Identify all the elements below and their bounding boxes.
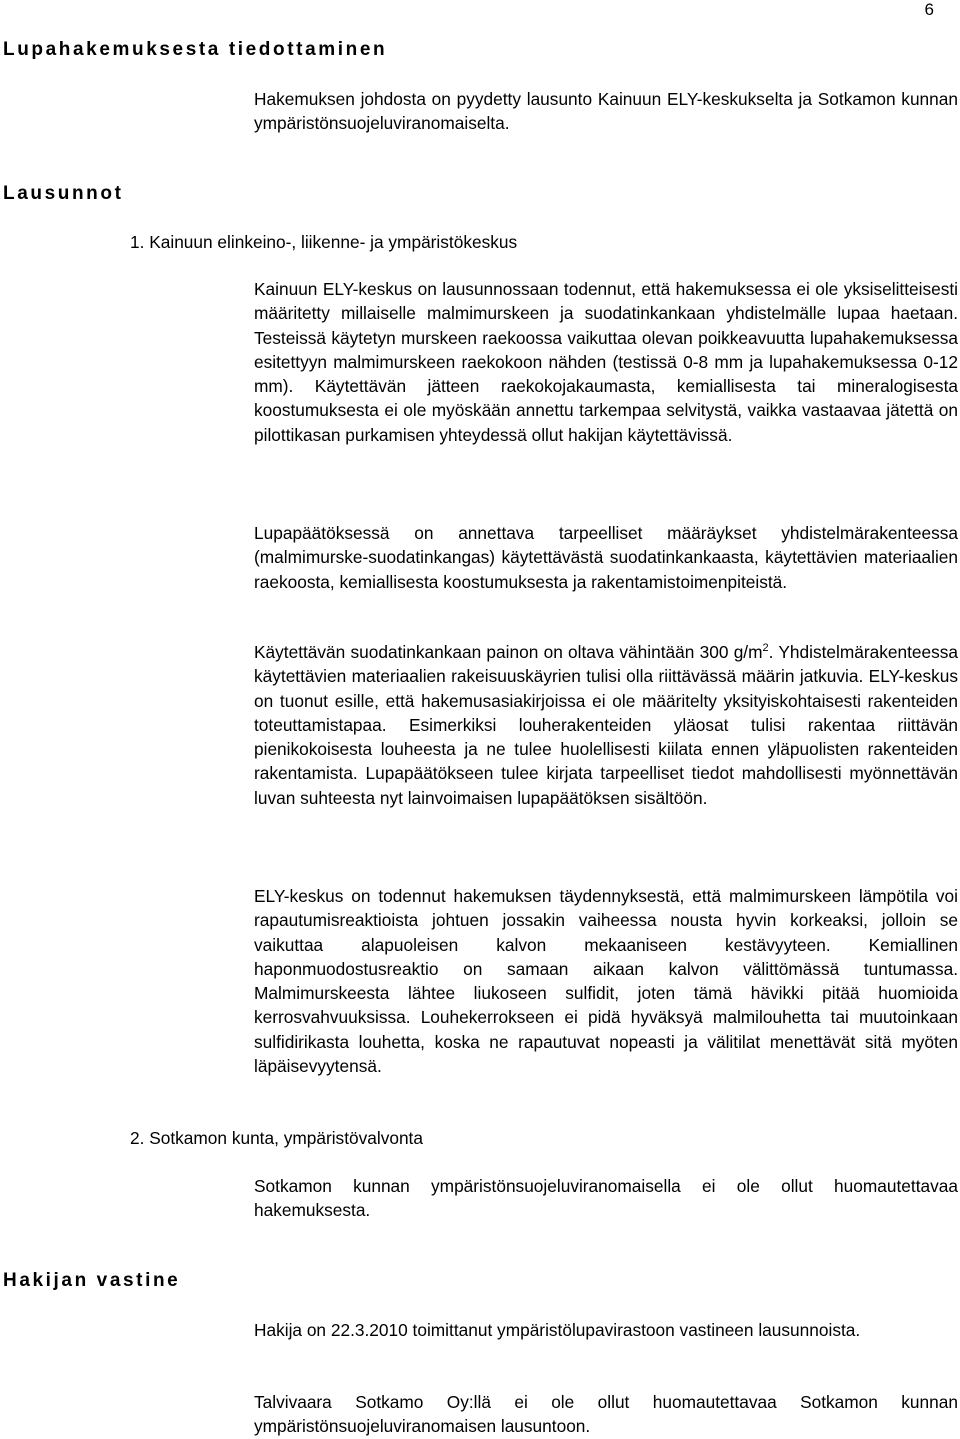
- unit-superscript: 2: [762, 642, 769, 655]
- notification-text-block: [254, 87, 958, 136]
- reply-paragraph-1: Hakija on 22.3.2010 toimittanut ympäristölupavirastoon vastineen lausunnoista.: [254, 1320, 861, 1340]
- statement-1-paragraph-2: Lupapäätöksessä on annettava tarpeelliset määräykset yhdistelmärakenteessa (malmimurske-suodatinkangas) käytettävästä suodatinkankaasta, käytettävien materiaalien raekoosta, kemiallisesta koostumuksesta ja rakentamistoimenpiteistä.: [254, 523, 958, 592]
- reply-paragraph-2: Talvivaara Sotkamo Oy:llä ei ole ollut huomautettavaa Sotkamon kunnan ympäristönsuojeluviranomaisen lausuntoon.: [254, 1392, 958, 1437]
- page-number: 6: [924, 0, 934, 19]
- statement-1-paragraph-4: ELY-keskus on todennut hakemuksen täydennyksestä, että malmimurskeen lämpötila voi rapautumisreaktioista johtuen jossakin vaiheessa nousta hyvin korkeaksi, jolloin se vaikuttaa alapuoleisen kalvon mekaaniseen kestävyyteen. Kemiallinen haponmuodostusreaktio on samaan aikaan kalvon välittömässä tuntumassa. Malmimurskeesta lähtee liukoseen sulfidit, joten tämä hävikki pitää huomioida kerrosvahvuuksissa. Louhekerrokseen ei pidä hyväksyä malmilouhetta tai muutoinkaan sulfidirikasta louhetta, koska ne rapautuvat nopeasti ja välitilat menettävät sitä myöten läpäisevyytensä.: [254, 886, 958, 1077]
- statement-2-text-block: [254, 1174, 958, 1223]
- section-heading-reply: Hakijan vastine: [3, 1270, 181, 1291]
- statement-1-text-block-4: [254, 884, 958, 1078]
- statement-1-text-block-3: [254, 640, 958, 810]
- reply-text-block: [254, 1318, 958, 1342]
- section-heading-statements: Lausunnot: [3, 183, 124, 204]
- statement-1-text-block-2: [254, 521, 958, 594]
- statement-1-paragraph-1: Kainuun ELY-keskus on lausunnossaan todennut, että hakemuksessa ei ole yksiselitteisesti määritetty millaiselle malmimurskeen ja suodatinkankaan yhdistelmälle lupaa haetaan. Testeissä käytetyn murskeen raekoossa vaikuttaa olevan poikkeavuutta lupahakemuksessa esitettyyn malmimurskeen raekokoon nähden (testissä 0-8 mm ja lupahakemuksessa 0-12 mm). Käytettävän jätteen raekokojakaumasta, kemiallisesta tai mineralogisesta koostumuksesta ei ole myöskään annettu tarkempaa selvitystä, vaikka vastaavaa jätettä on pilottikasan purkamisen yhteydessä ollut hakijan käytettävissä.: [254, 279, 958, 445]
- statement-2-paragraph-1: Sotkamon kunnan ympäristönsuojeluviranomaisella ei ole ollut huomautettavaa hakemuksesta.: [254, 1176, 958, 1221]
- notification-paragraph: Hakemuksen johdosta on pyydetty lausunto Kainuun ELY-keskukselta ja Sotkamon kunnan ympäristönsuojeluviranomaiselta.: [254, 89, 958, 134]
- statement-2-title: 2. Sotkamon kunta, ympäristövalvonta: [130, 1128, 423, 1148]
- statement-1-title: 1. Kainuun elinkeino-, liikenne- ja ympäristökeskus: [130, 232, 518, 252]
- reply-text-block-2: [254, 1390, 958, 1439]
- statement-1-paragraph-3-start: Käytettävän suodatinkankaan painon on oltava vähintään 300 g/m: [254, 642, 763, 662]
- statement-1-text-block: [254, 277, 958, 447]
- statement-1-paragraph-3: [254, 640, 958, 810]
- section-heading-notification: Lupahakemuksesta tiedottaminen: [3, 39, 388, 60]
- statement-1-paragraph-3-end: . Yhdistelmärakenteessa käytettävien materiaalien rakeisuuskäyrien tulisi olla riittävässä määrin jatkuvia. ELY-keskus on tuonut esille, että hakemusasiakirjoissa ei ole määritelty yksityiskohtaisesti rakenteiden toteuttamistapaa. Esimerkiksi louherakenteiden yläosat tulisi rakentaa riittävän pienikokoisesta louheesta ja ne tulee huolellisesti kiilata ennen yläpuolisten rakenteiden rakentamista. Lupapäätökseen tulee kirjata tarpeelliset tiedot mahdollisesti myönnettävän luvan suhteesta nyt lainvoimaisen lupapäätöksen sisältöön.: [254, 642, 958, 808]
